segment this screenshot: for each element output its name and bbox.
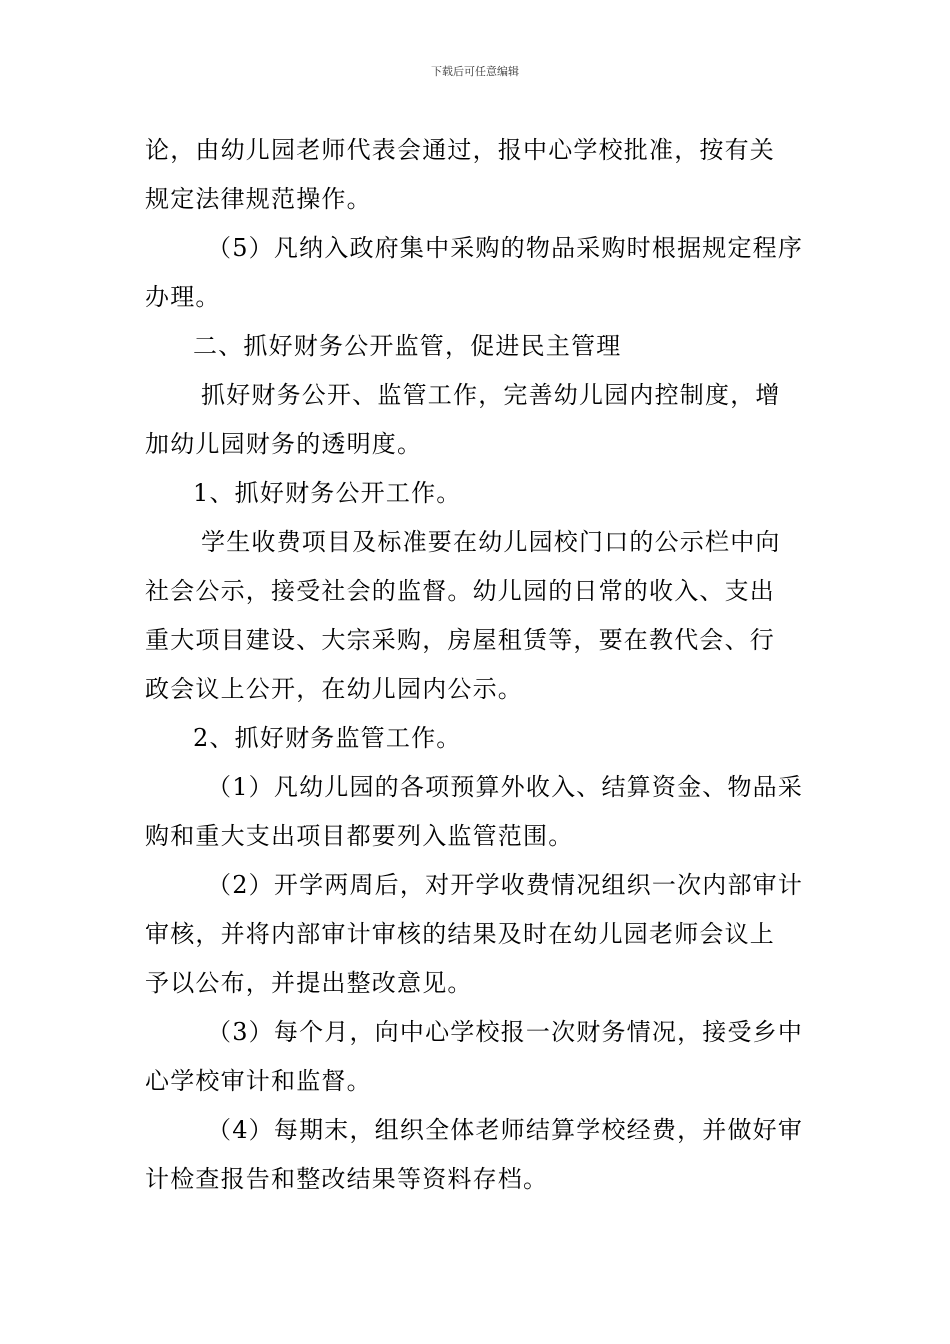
subsection-heading: 1、抓好财务公开工作。	[193, 479, 462, 507]
text-line: 审核，并将内部审计审核的结果及时在幼儿园老师会议上	[145, 920, 775, 948]
text-line: 予以公布，并提出整改意见。	[145, 969, 473, 997]
text-line: 重大项目建设、大宗采购，房屋租赁等，要在教代会、行	[145, 626, 775, 654]
text-line: 抓好财务公开、监管工作，完善幼儿园内控制度，增	[201, 381, 781, 409]
text-line: 购和重大支出项目都要列入监管范围。	[145, 822, 574, 850]
text-line: 计检查报告和整改结果等资料存档。	[145, 1165, 549, 1193]
section-heading: 二、抓好财务公开监管，促进民主管理	[193, 332, 622, 360]
text-line: （5）凡纳入政府集中采购的物品采购时根据规定程序	[207, 234, 804, 262]
text-line: 政会议上公开，在幼儿园内公示。	[145, 675, 523, 703]
text-line: 心学校审计和监督。	[145, 1067, 372, 1095]
document-body	[145, 126, 810, 1204]
text-line: （2）开学两周后，对开学收费情况组织一次内部审计	[207, 871, 804, 899]
text-line: （1）凡幼儿园的各项预算外收入、结算资金、物品采	[207, 773, 804, 801]
subsection-heading: 2、抓好财务监管工作。	[193, 724, 462, 752]
text-line: 加幼儿园财务的透明度。	[145, 430, 423, 458]
page-header: 下载后可任意编辑	[431, 65, 519, 78]
text-line: （3）每个月，向中心学校报一次财务情况，接受乡中	[207, 1018, 804, 1046]
text-line: 学生收费项目及标准要在幼儿园校门口的公示栏中向	[201, 528, 781, 556]
text-line: （4）每期末，组织全体老师结算学校经费，并做好审	[207, 1116, 804, 1144]
text-line: 社会公示，接受社会的监督。幼儿园的日常的收入、支出	[145, 577, 775, 605]
text-line: 规定法律规范操作。	[145, 185, 372, 213]
text-line: 办理。	[145, 283, 221, 311]
text-line: 论，由幼儿园老师代表会通过，报中心学校批准，按有关	[145, 136, 775, 164]
